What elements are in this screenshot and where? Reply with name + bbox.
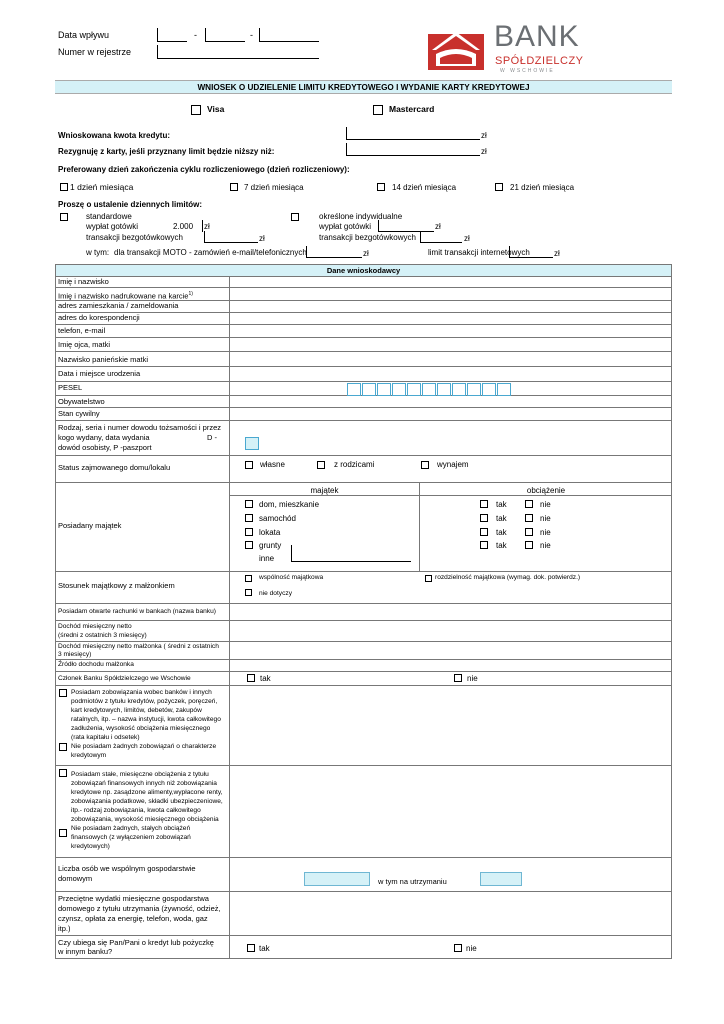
applying-no-label: nie bbox=[466, 944, 477, 953]
marital-na-label: nie dotyczy bbox=[259, 590, 292, 597]
date-label: Data wpływu bbox=[58, 30, 110, 40]
limits-internet-unit: zł bbox=[554, 249, 560, 258]
asset-deposit-checkbox[interactable] bbox=[245, 528, 253, 536]
housing-rent-label: wynajem bbox=[437, 460, 469, 469]
asset-car-checkbox[interactable] bbox=[245, 514, 253, 522]
date-sep: - bbox=[194, 30, 197, 40]
obligations-line: zadłużenia, wysokość obciążenia miesięcznego bbox=[71, 725, 211, 732]
cycle-1-label: 1 dzień miesiąca bbox=[70, 182, 134, 192]
row-parents: Imię ojca, matki bbox=[58, 340, 111, 349]
row-maiden: Nazwisko panieńskie matki bbox=[58, 355, 149, 364]
pesel-digit[interactable] bbox=[467, 383, 481, 396]
burden-no-label: nie bbox=[540, 528, 551, 537]
amount-label: Wnioskowana kwota kredytu: bbox=[58, 131, 171, 140]
cycle-14-checkbox[interactable] bbox=[377, 183, 385, 191]
member-no-label: nie bbox=[467, 674, 478, 683]
row-correspondence: adres do korespondencji bbox=[58, 313, 140, 322]
cycle-7-label: 7 dzień miesiąca bbox=[244, 183, 304, 192]
limits-cash2-unit: zł bbox=[435, 222, 441, 231]
burden-house-no[interactable] bbox=[525, 500, 533, 508]
asset-land-checkbox[interactable] bbox=[245, 541, 253, 549]
obligations-line: Posiadam zobowiązania wobec banków i innych bbox=[71, 689, 212, 696]
limits-internet-field[interactable] bbox=[509, 246, 553, 258]
row-name: Imię i nazwisko bbox=[58, 277, 109, 286]
fixed-line: Nie posiadam żadnych, stałych obciążeń bbox=[71, 825, 191, 832]
housing-own-label: własne bbox=[260, 460, 285, 469]
burden-yes-label: tak bbox=[496, 500, 507, 509]
pesel-digit[interactable] bbox=[347, 383, 361, 396]
asset-other-label: inne bbox=[259, 554, 275, 563]
asset-land-label: grunty bbox=[259, 541, 282, 550]
obligations-no-checkbox[interactable] bbox=[59, 743, 67, 751]
burden-yes-label: tak bbox=[496, 514, 507, 523]
row-income1: Dochód miesięczny netto bbox=[58, 623, 132, 630]
limits-cashless-unit: zł bbox=[259, 234, 265, 243]
asset-other-field[interactable] bbox=[291, 545, 411, 562]
row-member: Członek Banku Spółdzielczego we Wschowie bbox=[58, 675, 191, 682]
fixed-line: kredytowe np. zasądzone alimenty,wypłacone renty, bbox=[71, 789, 223, 796]
burden-yes-label: tak bbox=[496, 541, 507, 550]
row-housing: Status zajmowanego domu/lokalu bbox=[58, 463, 171, 472]
cycle-21-checkbox[interactable] bbox=[495, 183, 503, 191]
row-spouse-source: Źródło dochodu małżonka bbox=[58, 661, 134, 668]
burden-car-no[interactable] bbox=[525, 514, 533, 522]
row-household2: domowym bbox=[58, 874, 93, 883]
member-no-checkbox[interactable] bbox=[454, 674, 462, 682]
dependents-field[interactable] bbox=[480, 872, 522, 886]
register-label: Numer w rejestrze bbox=[58, 47, 132, 57]
applying-yes-label: tak bbox=[259, 944, 270, 953]
row-applying1: Czy ubiega się Pan/Pani o kredyt lub pożyczkę bbox=[58, 938, 214, 947]
asset-car-label: samochód bbox=[259, 514, 296, 523]
limits-individual-checkbox[interactable] bbox=[291, 213, 299, 221]
asset-house-checkbox[interactable] bbox=[245, 500, 253, 508]
row-expenses: Przeciętne wydatki miesięczne gospodarstwa bbox=[58, 894, 209, 903]
row-expenses: itp.) bbox=[58, 924, 71, 933]
fixed-line: zobowiązania, wysokość miesięcznego obciążenia bbox=[71, 816, 219, 823]
row-phone: telefon, e-mail bbox=[58, 326, 106, 335]
applying-no-checkbox[interactable] bbox=[454, 944, 462, 952]
row-expenses: domowego z tytułu utrzymania (żywność, odzież, bbox=[58, 904, 221, 913]
marital-separate-checkbox[interactable] bbox=[425, 575, 432, 582]
limits-standard-label: standardowe bbox=[86, 212, 132, 221]
limits-internet-label: limit transakcji internetowych bbox=[428, 248, 530, 257]
resign-unit: zł bbox=[481, 147, 487, 156]
row-accounts: Posiadam otwarte rachunki w bankach (nazwa banku) bbox=[58, 608, 216, 615]
limits-cashless-field[interactable] bbox=[204, 231, 258, 243]
burden-no-label: nie bbox=[540, 500, 551, 509]
row-civil: Stan cywilny bbox=[58, 409, 100, 418]
pesel-digit[interactable] bbox=[422, 383, 436, 396]
marital-na-checkbox[interactable] bbox=[245, 589, 252, 596]
row-spouse-income1: Dochód miesięczny netto małżonka ( średni z ostatnich bbox=[58, 643, 219, 650]
visa-label: Visa bbox=[207, 104, 225, 114]
burden-no-label: nie bbox=[540, 541, 551, 550]
row-household1: Liczba osób we wspólnym gospodarstwie bbox=[58, 864, 196, 873]
member-yes-label: tak bbox=[260, 674, 271, 683]
row-spouse-income2: 3 miesięcy) bbox=[58, 651, 92, 658]
date-month-field[interactable] bbox=[205, 28, 245, 42]
fixed-line: Posiadam stałe, miesięczne obciążenia z tytułu bbox=[71, 771, 209, 778]
fixed-line: zobowiązania podatkowe, składki ubezpieczeniowe, bbox=[71, 798, 223, 805]
cycle-7-checkbox[interactable] bbox=[230, 183, 238, 191]
burden-no-label: nie bbox=[540, 514, 551, 523]
pesel-digit[interactable] bbox=[482, 383, 496, 396]
register-field[interactable] bbox=[157, 45, 319, 59]
pesel-digit[interactable] bbox=[452, 383, 466, 396]
cycle-1-checkbox[interactable] bbox=[60, 183, 68, 191]
limits-cashless2-field[interactable] bbox=[420, 231, 462, 243]
burden-deposit-yes[interactable] bbox=[480, 528, 488, 536]
burden-deposit-no[interactable] bbox=[525, 528, 533, 536]
pesel-digit[interactable] bbox=[407, 383, 421, 396]
pesel-digit[interactable] bbox=[362, 383, 376, 396]
section-header: Dane wnioskodawcy bbox=[56, 265, 671, 276]
date-year-field[interactable] bbox=[259, 28, 319, 42]
fixed-line: finansowych (z wyłączeniem zobowiązań bbox=[71, 834, 191, 841]
visa-checkbox[interactable] bbox=[191, 105, 201, 115]
burden-land-no[interactable] bbox=[525, 541, 533, 549]
date-sep: - bbox=[250, 30, 253, 40]
obligations-yes-checkbox[interactable] bbox=[59, 689, 67, 697]
limits-cash-unit: zł bbox=[204, 222, 210, 231]
marital-separate-label: rozdzielność majątkowa (wymag. dok. potwierdz.) bbox=[435, 574, 581, 581]
bank-logo-city: W WSCHOWIE bbox=[500, 68, 555, 74]
limits-individual-label: określone indywidualne bbox=[319, 212, 403, 221]
obligations-line: podmiotów z tytułu kredytów, pożyczek, poręczeń, bbox=[71, 698, 218, 705]
cycle-14-label: 14 dzień miesiąca bbox=[392, 183, 457, 192]
limits-cash-value: 2.000 bbox=[173, 222, 194, 231]
fixed-line: zobowiązań finansowych innych niż zobowiązania bbox=[71, 780, 217, 787]
limits-cashless-label: transakcji bezgotówkowych bbox=[86, 233, 183, 242]
row-doc2: kogo wydany, data wydania bbox=[58, 433, 150, 442]
burden-yes-label: tak bbox=[496, 528, 507, 537]
row-birth: Data i miejsce urodzenia bbox=[58, 369, 141, 378]
fixed-line: itp.- rodzaj zobowiązania, kwota całkowitego bbox=[71, 807, 201, 814]
pesel-digit[interactable] bbox=[392, 383, 406, 396]
limits-cashless2-unit: zł bbox=[464, 234, 470, 243]
bank-logo-sub: SPÓŁDZIELCZY bbox=[495, 55, 584, 67]
burden-land-yes[interactable] bbox=[480, 541, 488, 549]
limits-cash2-label: wypłat gotówki bbox=[319, 222, 372, 231]
obligations-line: ratalnych, itp. – nazwa instytucji, kwota całkowitego bbox=[71, 716, 221, 723]
asset-deposit-label: lokata bbox=[259, 528, 281, 537]
fixed-no-checkbox[interactable] bbox=[59, 829, 67, 837]
fixed-line: kredytowych) bbox=[71, 843, 110, 850]
row-expenses: czynsz, opłata za energię, telefon, woda, gaz bbox=[58, 914, 208, 923]
fixed-yes-checkbox[interactable] bbox=[59, 769, 67, 777]
bank-logo-icon bbox=[426, 24, 486, 72]
row-marital: Stosunek majątkowy z małżonkiem bbox=[58, 581, 175, 590]
limits-standard-checkbox[interactable] bbox=[60, 213, 68, 221]
pesel-digit[interactable] bbox=[497, 383, 511, 396]
cycle-label: Preferowany dzień zakończenia cyklu rozliczeniowego (dzień rozliczeniowy): bbox=[58, 165, 350, 174]
amount-field[interactable] bbox=[346, 127, 480, 140]
member-yes-checkbox[interactable] bbox=[247, 674, 255, 682]
mastercard-label: Mastercard bbox=[389, 104, 435, 114]
marital-joint-label: wspólność majątkowa bbox=[259, 574, 324, 581]
doc-type-field[interactable] bbox=[245, 437, 259, 450]
limits-moto-unit: zł bbox=[363, 249, 369, 258]
limits-moto-field[interactable] bbox=[306, 246, 362, 258]
housing-own-checkbox[interactable] bbox=[245, 461, 253, 469]
applying-yes-checkbox[interactable] bbox=[247, 944, 255, 952]
row-address: adres zamieszkania / zameldowania bbox=[58, 301, 179, 310]
row-applying2: w innym banku? bbox=[58, 947, 113, 956]
mastercard-checkbox[interactable] bbox=[373, 105, 383, 115]
asset-house-label: dom, mieszkanie bbox=[259, 500, 320, 509]
housing-rent-checkbox[interactable] bbox=[421, 461, 429, 469]
burden-car-yes[interactable] bbox=[480, 514, 488, 522]
row-doc1: Rodzaj, seria i numer dowodu tożsamości i przez bbox=[58, 423, 221, 432]
amount-unit: zł bbox=[481, 131, 487, 140]
limits-label: Proszę o ustalenie dziennych limitów: bbox=[58, 200, 203, 209]
obligations-line: Nie posiadam żadnych zobowiązań o charakterze bbox=[71, 743, 217, 750]
burden-house-yes[interactable] bbox=[480, 500, 488, 508]
housing-parents-label: z rodzicami bbox=[334, 460, 375, 469]
row-citizenship: Obywatelstwo bbox=[58, 397, 105, 406]
row-card-name: Imię i nazwisko nadrukowane na karcie$^{1)}$ bbox=[58, 291, 193, 301]
row-income2: (średni z ostatnich 3 miesięcy) bbox=[58, 632, 147, 639]
burden-head: obciążenie bbox=[526, 486, 566, 495]
row-assets: Posiadany majątek bbox=[58, 521, 122, 530]
bank-logo-text: BANK bbox=[494, 20, 580, 53]
marital-joint-checkbox[interactable] bbox=[245, 575, 252, 582]
date-day-field[interactable] bbox=[157, 28, 187, 42]
limits-cash-label: wypłat gotówki bbox=[86, 222, 139, 231]
resign-label: Rezygnuję z karty, jeśli przyznany limit będzie niższy niż: bbox=[58, 147, 275, 156]
obligations-line: kredytowym bbox=[71, 752, 107, 759]
row-doc2b: D - bbox=[207, 433, 217, 442]
assets-head: majątek bbox=[310, 486, 339, 495]
row-doc3: dowód osobisty, P -paszport bbox=[58, 443, 152, 452]
obligations-line: kart kredytowych, limitów, debetów, zakupów bbox=[71, 707, 202, 714]
housing-parents-checkbox[interactable] bbox=[317, 461, 325, 469]
limits-moto-label: dla transakcji MOTO - zamówień e-mail/telefonicznych bbox=[114, 248, 307, 257]
dependents-label: w tym na utrzymaniu bbox=[378, 877, 447, 886]
cycle-21-label: 21 dzień miesiąca bbox=[510, 183, 575, 192]
obligations-line: (rata kapitału i odsetek) bbox=[71, 734, 140, 741]
pesel-digit[interactable] bbox=[377, 383, 391, 396]
household-field[interactable] bbox=[304, 872, 370, 886]
form-title: WNIOSEK O UDZIELENIE LIMITU KREDYTOWEGO I WYDANIE KARTY KREDYTOWEJ bbox=[55, 80, 672, 94]
row-pesel: PESEL bbox=[58, 383, 83, 392]
resign-field[interactable] bbox=[346, 143, 480, 156]
pesel-digit[interactable] bbox=[437, 383, 451, 396]
limits-intw: w tym: bbox=[86, 248, 110, 257]
limits-cashless2-label: transakcji bezgotówkowych bbox=[319, 233, 416, 242]
